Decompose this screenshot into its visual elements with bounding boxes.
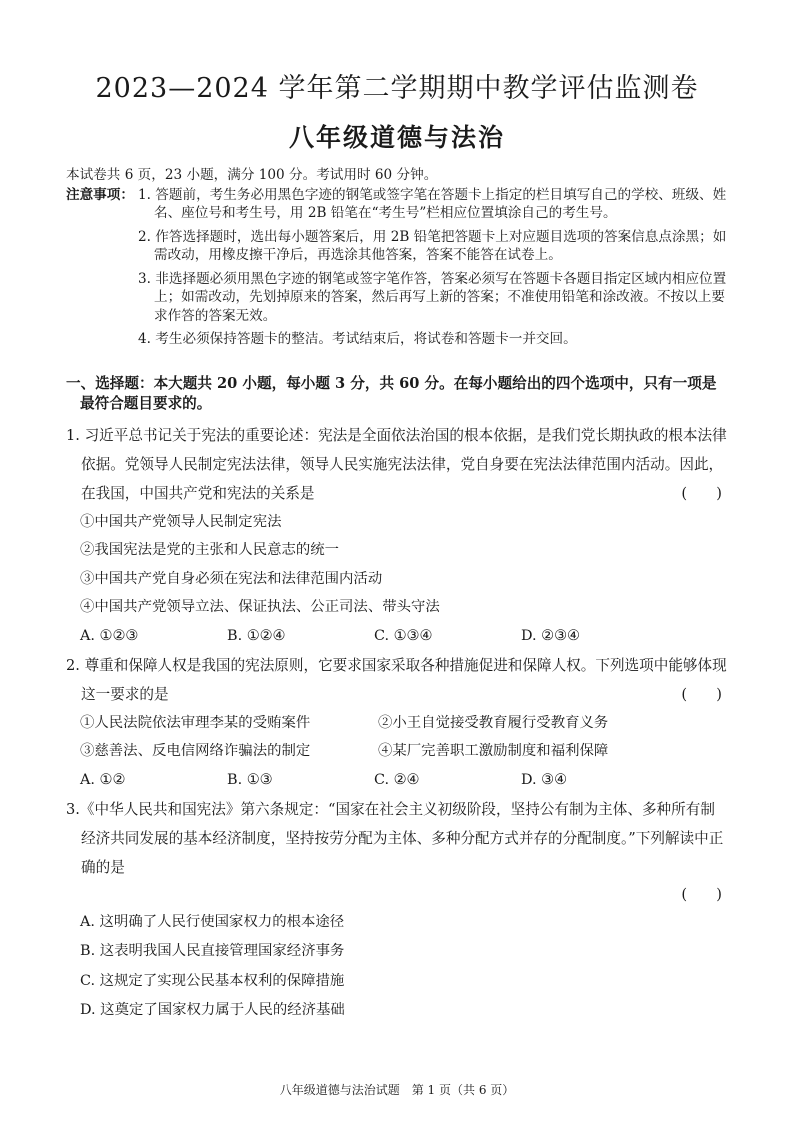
statement: ③慈善法、反电信网络诈骗法的制定 xyxy=(80,743,311,759)
statement: ①人民法院依法审理李某的受贿案件 xyxy=(80,714,311,731)
notice-item: 1. 答题前，考生务必用黑色字迹的钢笔或签字笔在答题卡上指定的栏目填写自己的学校、班级、姓名、座位号和考生号，用 2B 铅笔在“考生号”栏相应位置填涂自己的考生号。 xyxy=(138,186,727,221)
subject-title: 八年级道德与法治 xyxy=(288,123,505,152)
option-d: D. 这奠定了国家权力属于人民的经济基础 xyxy=(80,1002,345,1018)
option-c: C. 这规定了实现公民基本权利的保障措施 xyxy=(80,972,345,989)
statement-row xyxy=(80,709,728,738)
notice-label: 注意事项： xyxy=(66,186,134,203)
question-stem xyxy=(66,795,728,882)
notice-list xyxy=(138,186,728,354)
option-c: C. ①③④ xyxy=(374,627,433,644)
statement: ①中国共产党领导人民制定宪法 xyxy=(80,513,282,530)
question-1 xyxy=(66,421,728,651)
option-b: B. ①③ xyxy=(227,771,273,788)
question-3 xyxy=(66,795,728,1026)
answer-parentheses: ( ) xyxy=(681,484,722,502)
section-heading: 一、选择题：本大题共 20 小题，每小题 3 分，共 60 分。在每小题给出的四个选项中，只有一项是最符合题目要求的。 xyxy=(66,374,717,412)
notice-item: 4. 考生必须保持答题卡的整洁。考试结束后，将试卷和答题卡一并交回。 xyxy=(138,331,577,347)
option-row xyxy=(80,622,728,651)
notice-block xyxy=(66,186,728,354)
page-footer: 八年级道德与法治试题 第 1 页（共 6 页） xyxy=(279,1083,515,1097)
statement: ④某厂完善职工激励制度和福利保障 xyxy=(378,743,609,759)
option-b: B. 这表明我国人民直接管理国家经济事务 xyxy=(80,943,345,959)
exam-intro: 本试卷共 6 页，23 小题，满分 100 分。考试用时 60 分钟。 xyxy=(66,167,438,183)
option-a: A. ①② xyxy=(80,771,126,788)
statement: ②我国宪法是党的主张和人民意志的统一 xyxy=(80,542,340,558)
question-stem xyxy=(66,421,728,508)
option-row xyxy=(80,766,728,795)
statement: ③中国共产党自身必须在宪法和法律范围内活动 xyxy=(80,570,383,587)
answer-parentheses: ( ) xyxy=(681,885,722,903)
question-stem-text: 1. 习近平总书记关于宪法的重要论述：宪法是全面依法治国的根本依据，是我们党长期执政的根本法律依据。党领导人民制定宪法法律，领导人民实施宪法法律，党自身要在宪法法律范围内活动。因此，在我国，中国共产党和宪法的关系是 xyxy=(66,426,727,502)
question-stem-text: 3.《中华人民共和国宪法》第六条规定：“国家在社会主义初级阶段，坚持公有制为主体、多种所有制经济共同发展的基本经济制度，坚持按劳分配为主体、多种分配方式并存的分配制度。”下列解读中正确的是 xyxy=(66,800,724,876)
option-a: A. 这明确了人民行使国家权力的根本途径 xyxy=(80,913,345,930)
exam-title: 2023—2024 学年第二学期期中教学评估监测卷 xyxy=(95,73,699,104)
answer-parentheses: ( ) xyxy=(681,685,722,703)
option-d: D. ②③④ xyxy=(521,627,580,644)
option-a: A. ①②③ xyxy=(80,627,139,644)
notice-item: 2. 作答选择题时，选出每小题答案后，用 2B 铅笔把答题卡上对应题目选项的答案信息点涂黑；如需改动，用橡皮擦干净后，再选涂其他答案，答案不能答在试卷上。 xyxy=(138,228,727,263)
option-b: B. ①②④ xyxy=(227,627,286,644)
question-stem xyxy=(66,651,728,709)
option-d: D. ③④ xyxy=(521,771,567,788)
question-2 xyxy=(66,651,728,795)
option-c: C. ②④ xyxy=(374,771,420,788)
statement: ②小王自觉接受教育履行受教育义务 xyxy=(378,714,609,731)
notice-item: 3. 非选择题必须用黑色字迹的钢笔或签字笔作答，答案必须写在答题卡各题目指定区域内相应位置上；如需改动，先划掉原来的答案，然后再写上新的答案；不准使用铅笔和涂改液。不按以上要求作答的答案无效。 xyxy=(138,270,727,324)
question-stem-text: 2. 尊重和保障人权是我国的宪法原则，它要求国家采取各种措施促进和保障人权。下列选项中能够体现这一要求的是 xyxy=(66,656,727,703)
statement: ④中国共产党领导立法、保证执法、公正司法、带头守法 xyxy=(80,599,440,615)
answer-parentheses-row xyxy=(66,882,722,908)
statement-row xyxy=(80,737,728,766)
